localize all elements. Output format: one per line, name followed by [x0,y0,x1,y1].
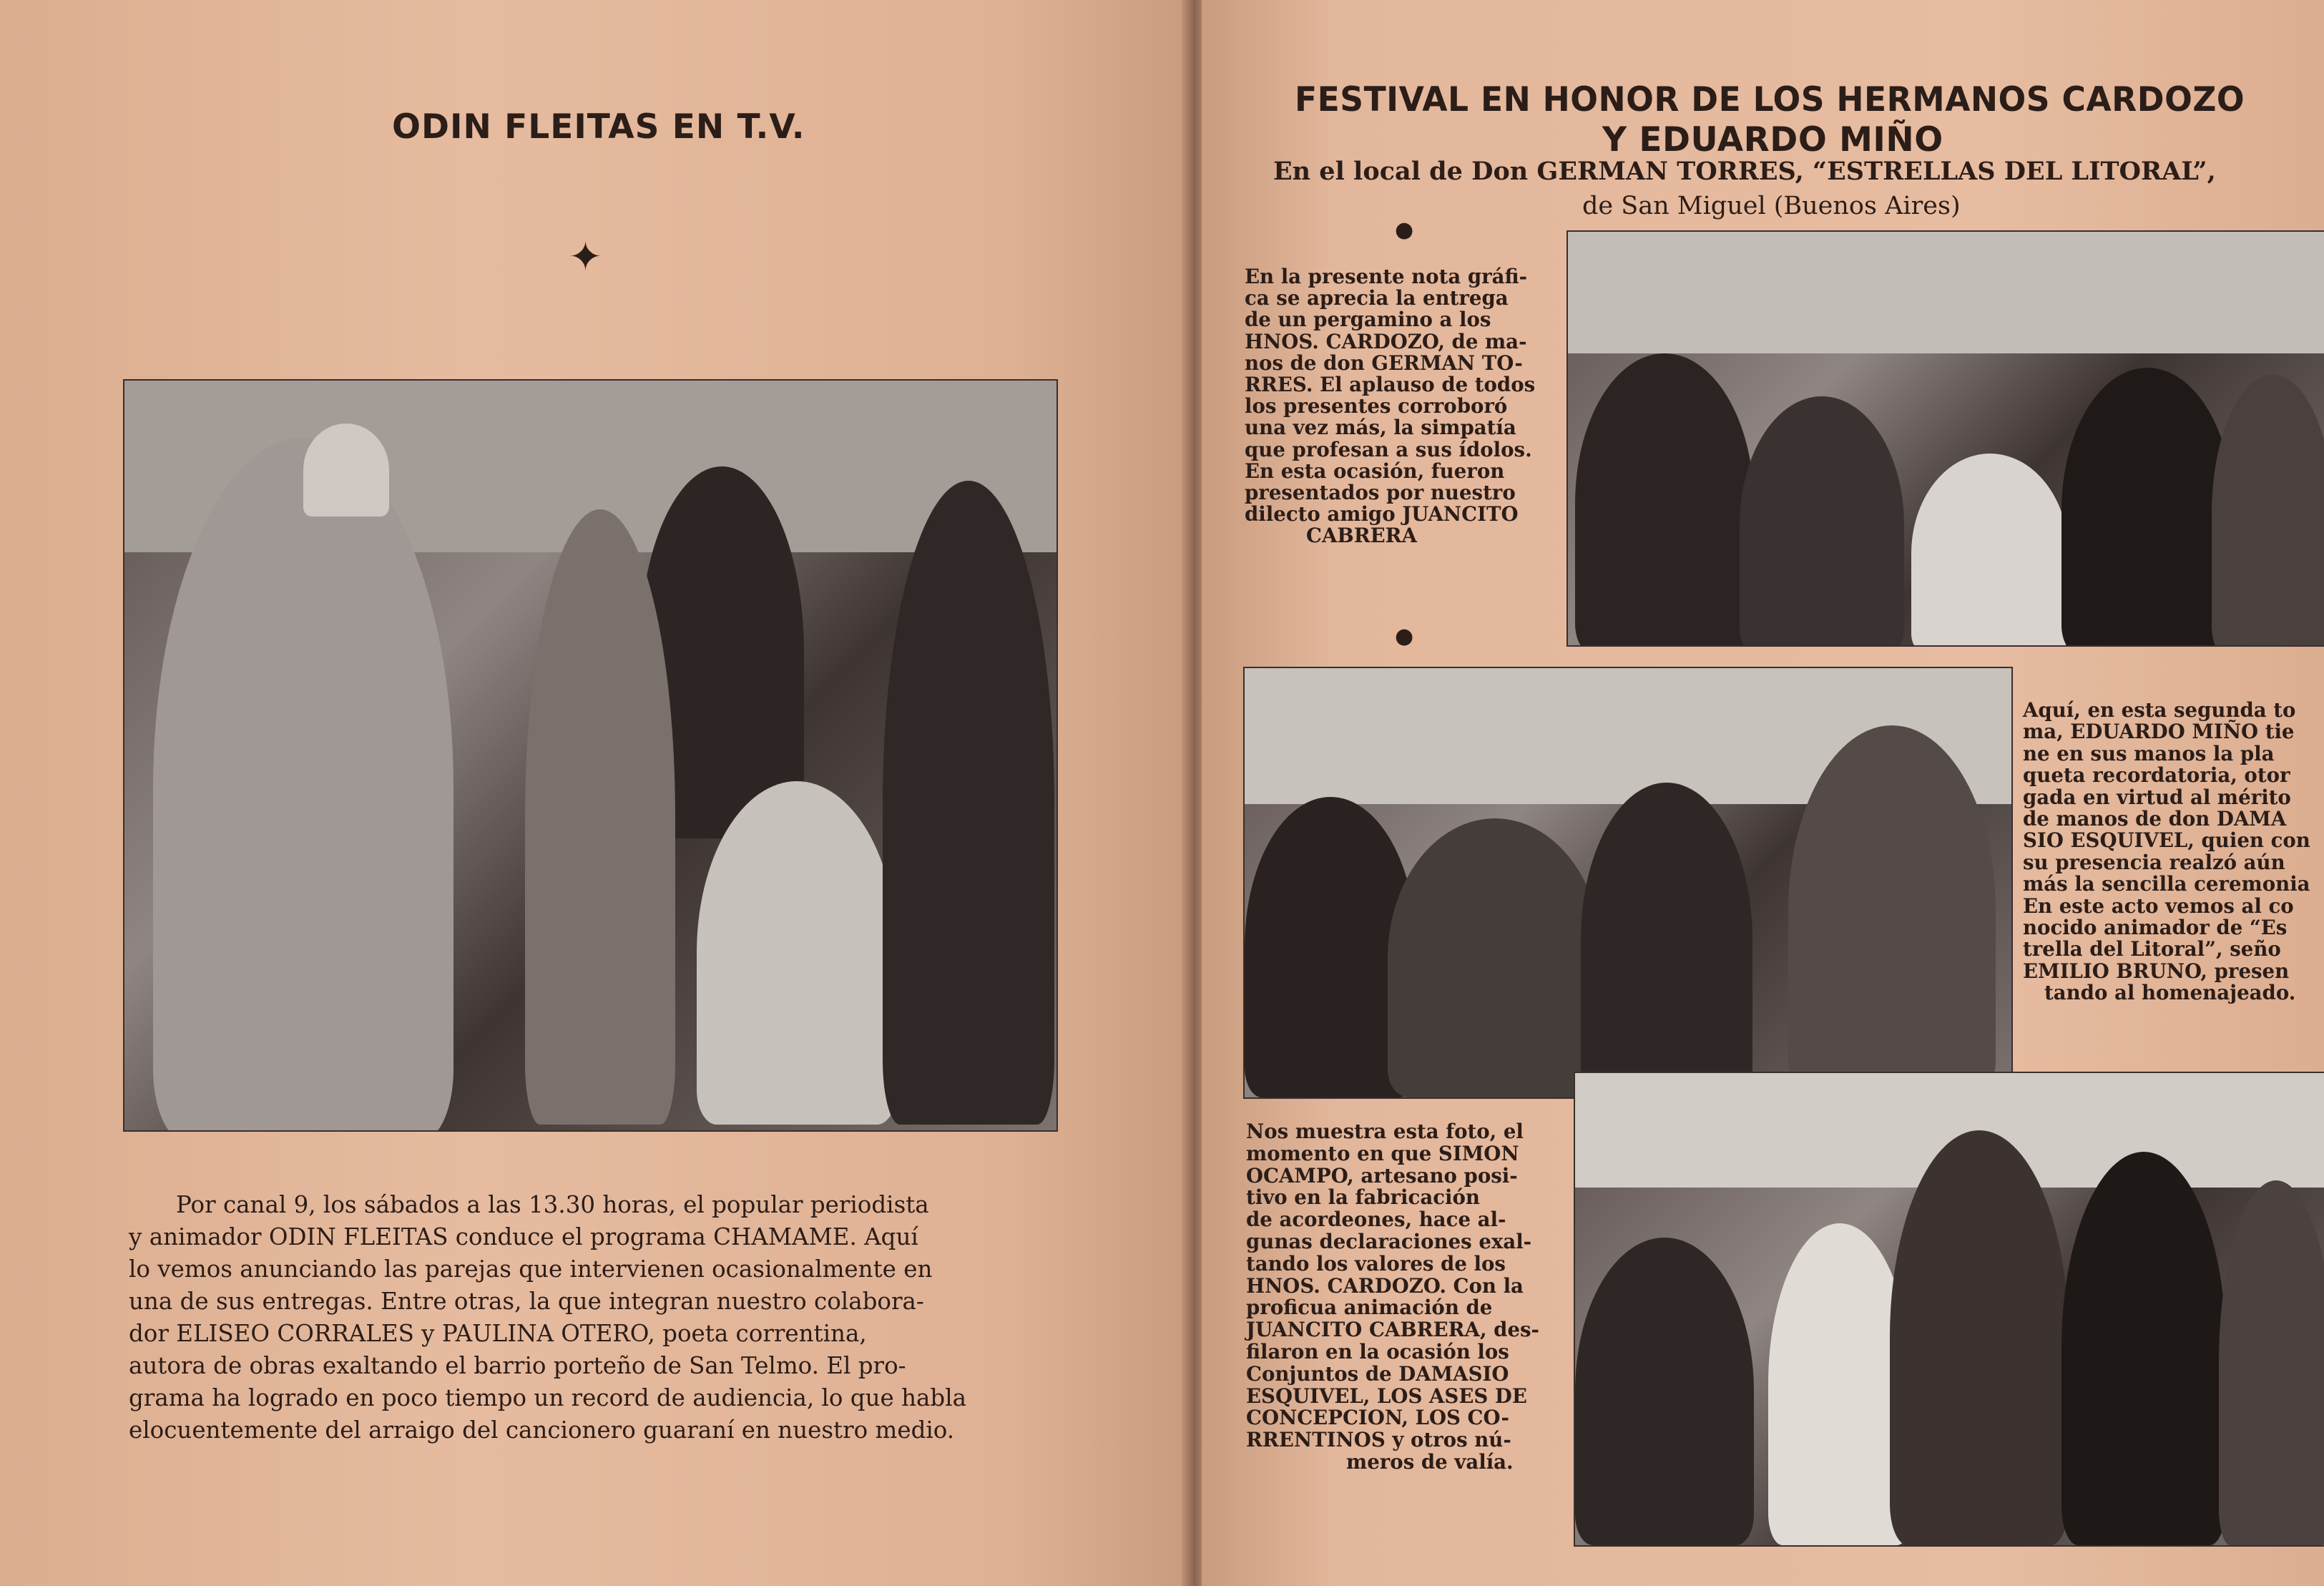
caption-placa [2023,700,2324,1004]
caption-line: SIO ESQUIVEL, quien con [2023,828,2310,853]
caption-line: tando al homenajeado. [2044,981,2296,1005]
caption-line: gunas declaraciones exal- [1246,1229,1532,1253]
right-photo-pergamino [1567,230,2324,647]
caption-line: meros de valía. [1346,1449,1514,1474]
body-line: una de sus entregas. Entre otras, la que integran nuestro colabora- [129,1288,924,1315]
caption-line: trella del Litoral”, seño [2023,937,2281,961]
caption-acordeones [1246,1120,1539,1474]
caption-line: dilecto amigo JUANCITO [1245,502,1519,527]
bullet-icon: ● [1395,217,1414,243]
left-photo [123,379,1058,1132]
right-subtitle-line1: En el local de Don GERMAN TORRES, “ESTRELLAS DEL LITORAL”, [1273,157,2216,186]
caption-line: presentados por nuestro [1245,481,1516,505]
caption-line: nos de don GERMAN TO- [1245,351,1523,375]
caption-line: que profesan a sus ídolos. [1245,437,1532,461]
right-photo-acordeones [1574,1072,2324,1547]
right-photo-placa [1243,667,2013,1099]
caption-line: CONCEPCION, LOS CO- [1246,1406,1509,1430]
caption-line: Conjuntos de DAMASIO [1246,1361,1509,1386]
caption-line: gada en virtud al mérito [2023,785,2291,809]
caption-line: En este acto vemos al co [2023,894,2294,918]
right-subtitle-line2: de San Miguel (Buenos Aires) [1582,192,1961,220]
body-line: y animador ODIN FLEITAS conduce el programa CHAMAME. Aquí [129,1223,918,1250]
body-line: dor ELISEO CORRALES y PAULINA OTERO, poeta correntina, [129,1320,867,1347]
bullet-icon: ● [1395,624,1414,649]
caption-line: de manos de don DAMA [2023,807,2287,831]
left-body-text [129,1189,1073,1447]
right-page [1202,0,2324,1586]
caption-line: EMILIO BRUNO, presen [2023,959,2290,983]
caption-line: momento en que SIMON [1246,1141,1519,1165]
caption-line: más la sencilla ceremonia [2023,872,2310,896]
caption-line: RRENTINOS y otros nú- [1246,1428,1511,1452]
right-title-line1: FESTIVAL EN HONOR DE LOS HERMANOS CARDOZO [1295,80,2245,119]
caption-line: una vez más, la simpatía [1245,416,1516,440]
caption-line: HNOS. CARDOZO, de ma- [1245,329,1527,353]
body-line: grama ha logrado en poco tiempo un record de audiencia, lo que habla [129,1384,966,1411]
caption-line: JUANCITO CABRERA, des- [1246,1318,1539,1342]
caption-line: Aquí, en esta segunda to [2023,698,2296,722]
caption-line: queta recordatoria, otor [2023,763,2290,788]
body-line: elocuentemente del arraigo del cancionero guaraní en nuestro medio. [129,1416,955,1444]
caption-line: proficua animación de [1246,1296,1493,1320]
caption-line: filaron en la ocasión los [1246,1339,1509,1364]
left-title: ODIN FLEITAS EN T.V. [392,107,805,147]
caption-line: Nos muestra esta foto, el [1246,1120,1524,1143]
caption-line: HNOS. CARDOZO. Con la [1246,1273,1524,1298]
caption-line: CABRERA [1306,524,1417,548]
body-line: autora de obras exaltando el barrio porteño de San Telmo. El pro- [129,1352,906,1379]
caption-line: tivo en la fabricación [1246,1185,1480,1210]
caption-line: de un pergamino a los [1245,308,1491,332]
star-ornament-icon: ✦ [569,234,602,280]
caption-line: ca se aprecia la entrega [1245,286,1509,310]
caption-line: los presentes corroboró [1245,394,1508,418]
body-line: lo vemos anunciando las parejas que intervienen ocasionalmente en [129,1255,933,1283]
caption-line: RRES. El aplauso de todos [1245,373,1536,397]
caption-pergamino [1245,265,1536,548]
caption-line: En la presente nota gráfi- [1245,265,1528,288]
caption-line: En esta ocasión, fueron [1245,459,1505,483]
right-title-line2: Y EDUARDO MIÑO [1602,120,1943,160]
caption-line: de acordeones, hace al- [1246,1208,1506,1232]
caption-line: ne en sus manos la pla [2023,741,2275,765]
caption-line: ma, EDUARDO MIÑO tie [2023,720,2295,744]
caption-line: tando los valores de los [1246,1251,1506,1276]
caption-line: nocido animador de “Es [2023,916,2288,940]
caption-line: ESQUIVEL, LOS ASES DE [1246,1384,1527,1408]
body-line: Por canal 9, los sábados a las 13.30 horas, el popular periodista [176,1191,929,1218]
caption-line: su presencia realzó aún [2023,850,2285,874]
caption-line: OCAMPO, artesano posi- [1246,1163,1518,1188]
